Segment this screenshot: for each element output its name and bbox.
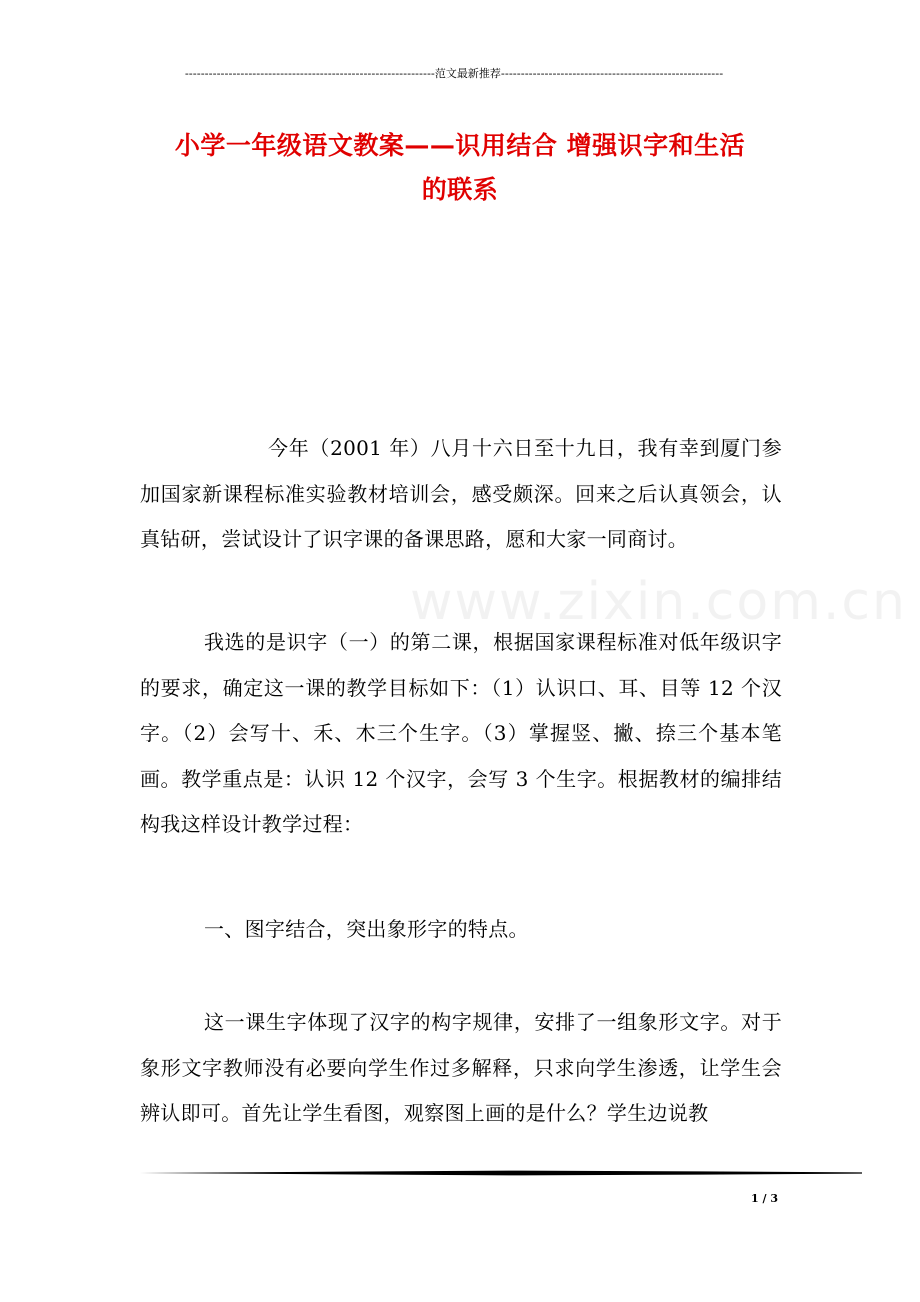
paragraph-2: 我选的是识字（一）的第二课，根据国家课程标准对低年级识字的要求，确定这一课的教学目标如下：（1）认识口、耳、目等 12 个汉字。（2）会写十、禾、木三个生字。（3）掌握竖、撇、捺三个基本笔画。教学重点是：认识 12 个汉字，会写 3 个生字。根据教材的编排结构我这样设计教学过程： <box>140 630 782 836</box>
page-header <box>140 66 768 82</box>
title-line-1: 小学一年级语文教案——识用结合 增强识字和生活 <box>174 131 746 160</box>
paragraph-3: 一、图字结合，突出象形字的特点。 <box>204 917 529 941</box>
header-right-dashes: -------------------------------------------------------- <box>500 67 724 80</box>
watermark: www.zixin.com.cn <box>410 572 907 632</box>
title-line-2: 的联系 <box>421 175 499 204</box>
document-title <box>140 124 780 212</box>
header-label: 范文最新推荐 <box>434 67 501 80</box>
paragraph-1: 今年（2001 年）八月十六日至十九日，我有幸到厦门参加国家新课程标准实验教材培训会，感受颇深。回来之后认真领会，认真钻研，尝试设计了识字课的备课思路，愿和大家一同商讨。 <box>140 436 782 551</box>
page-number: 1 / 3 <box>751 1192 778 1205</box>
footer-rule <box>140 1169 862 1177</box>
header-left-dashes: --------------------------------------------------------------- <box>184 67 435 80</box>
paragraph-4: 这一课生字体现了汉字的构字规律，安排了一组象形文字。对于象形文字教师没有必要向学生作过多解释，只求向学生渗透，让学生会辨认即可。首先让学生看图，观察图上画的是什么？学生边说教 <box>140 1010 782 1125</box>
